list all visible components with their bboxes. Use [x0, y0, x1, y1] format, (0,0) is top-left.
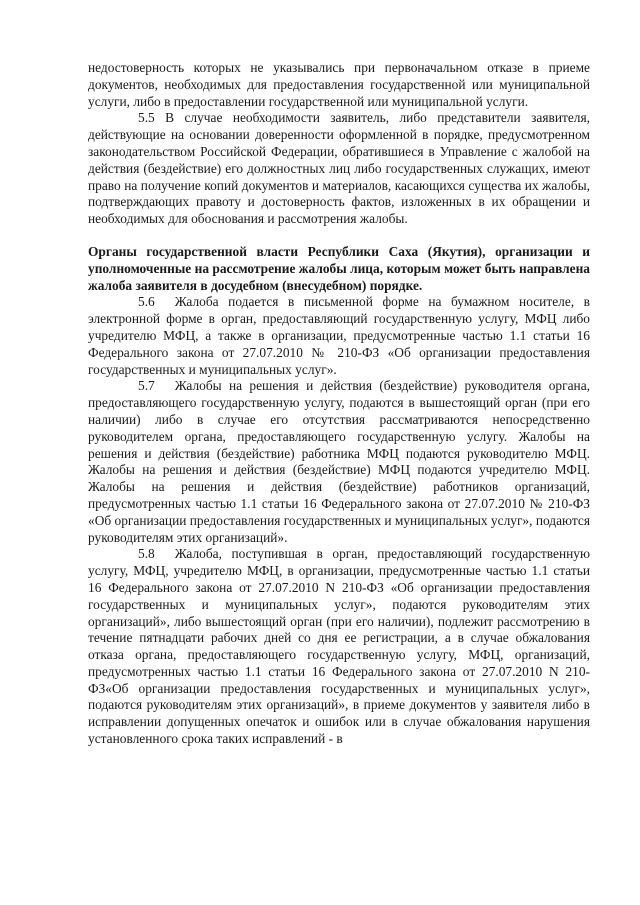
paragraph-5-5: 5.5 В случае необходимости заявитель, либо представители заявителя, действующие на основании доверенности оформленной в порядке, предусмотренном законодательством Российской Федерации, обратившиеся в Управление с жалобой на действия (бездействие) его должностных лиц либо государственных служащих, имеют право на получение копий документов и материалов, касающихся существа их жалобы, подтверждающих правоту и достоверность фактов, изложенных в их обращении и необходимых для обоснования и рассмотрения жалобы. [88, 110, 590, 227]
paragraph-text: Жалоба, поступившая в орган, предоставляющий государственную услугу, МФЦ, учредителю МФЦ, в организации, предусмотренные частью 1.1 статьи 16 Федерального закона от 27.07.2010 N 210-ФЗ «Об организации предоставления государственных и муниципальных услуг», подаются руководителям этих организаций», либо вышестоящий орган (при его наличии), подлежит рассмотрению в течение пятнадцати рабочих дней со дня ее регистрации, а в случае обжалования отказа органа, предоставляющего государственную услугу, МФЦ, организаций, предусмотренных частью 1.1 статьи 16 Федерального закона от 27.07.2010 N 210-ФЗ«Об организации предоставления государственных и муниципальных услуг», подаются руководителям этих организаций», в приеме документов у заявителя либо в исправлении допущенных опечаток и ошибок или в случае обжалования нарушения установленного срока таких исправлений - в [88, 546, 590, 747]
continuation-paragraph: недостоверность которых не указывались при первоначальном отказе в приеме документов, необходимых для предоставления государственной или муниципальной услуги, либо в предоставлении государственной или муниципальной услуги. [88, 60, 590, 109]
paragraph-text: Жалобы на решения и действия (бездействие) руководителя органа, предоставляющего государственную услугу, подаются в вышестоящий орган (при его наличии) либо в случае его отсутствия рассматриваются непосредственно руководителем органа, предоставляющего государственную услугу. Жалобы на решения и действия (бездействие) работника МФЦ подаются руководителю МФЦ. Жалобы на решения и действия (бездействие) МФЦ подаются учредителю МФЦ. Жалобы на решения и действия (бездействие) работников организаций, предусмотренных частью 1.1 статьи 16 Федерального закона от 27.07.2010 № 210-ФЗ «Об организации предоставления государственных и муниципальных услуг», подаются руководителям этих организаций». [88, 378, 591, 545]
paragraph-number: 5.8 [138, 546, 155, 562]
paragraph-5-6 [88, 294, 590, 378]
paragraph-text: Жалоба подается в письменной форме на бумажном носителе, в электронной форме в орган, предоставляющий государственную услугу, МФЦ либо учредителю МФЦ, а также в организации, предусмотренные частью 1.1 статьи 16 Федерального закона от 27.07.2010 № 210-ФЗ «Об организации предоставления государственных и муниципальных услуг». [88, 294, 590, 377]
section-heading: Органы государственной власти Республики Саха (Якутия), организации и уполномоченные на рассмотрение жалобы лица, которым может быть направлена жалоба заявителя в досудебном (внесудебном) порядке. [88, 243, 590, 293]
paragraph-5-7 [88, 378, 590, 546]
paragraph-number: 5.6 [138, 294, 155, 310]
paragraph-number: 5.7 [138, 378, 155, 394]
paragraph-5-8 [88, 546, 590, 748]
